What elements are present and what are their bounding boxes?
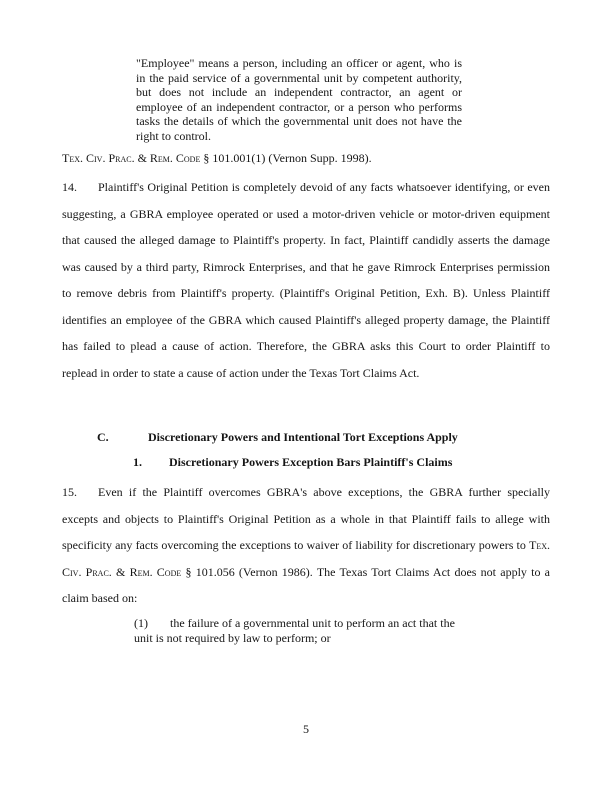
paragraph-number: 15.	[62, 485, 77, 499]
paragraph-15	[62, 479, 550, 612]
page-number: 5	[303, 722, 309, 736]
section-letter: C.	[97, 430, 109, 444]
paragraph-14	[62, 174, 550, 386]
citation-section: § 101.001(1) (Vernon Supp. 1998).	[203, 151, 372, 165]
statutory-subitem-1	[134, 616, 464, 646]
paragraph-text: Plaintiff's Original Petition is completely devoid of any facts whatsoever identifying, or even suggesting, a GBRA employee operated or used a motor-driven vehicle or motor-driven equipment that caused the alleged damage to Plaintiff's property. In fact, Plaintiff candidly asserts the damage was caused by a third party, Rimrock Enterprises, and that he gave Rimrock Enterprises permission to remove debris from Plaintiff's property. (Plaintiff's Original Petition, Exh. B). Unless Plaintiff identifies an employee of the GBRA which caused Plaintiff's alleged property damage, the Plaintiff has failed to plead a cause of action. Therefore, the GBRA asks this Court to order Plaintiff to replead in order to state a cause of action under the Texas Tort Claims Act.	[62, 180, 550, 380]
subitem-text: the failure of a governmental unit to perform an act that the unit is not required by law to perform; or	[134, 616, 455, 645]
citation-code: Tex. Civ. Prac. & Rem. Code	[62, 151, 201, 165]
subsection-title: Discretionary Powers Exception Bars Plaintiff's Claims	[169, 455, 453, 469]
subitem-number: (1)	[134, 616, 148, 630]
subsection-heading-1	[133, 455, 452, 469]
section-title: Discretionary Powers and Intentional Tort Exceptions Apply	[148, 430, 458, 444]
section-heading-c	[97, 430, 458, 444]
statute-citation	[62, 151, 552, 165]
paragraph-text: Even if the Plaintiff overcomes GBRA's above exceptions, the GBRA further specially excepts and objects to Plaintiff's Original Petition as a whole in that Plaintiff fails to allege with specificity any facts overcoming the exceptions to waiver of liability for discretionary powers to	[62, 485, 550, 552]
paragraph-text-continued: § 101.056 (Vernon 1986). The Texas Tort Claims Act does not apply to a claim based on:	[62, 564, 551, 605]
subsection-number: 1.	[133, 455, 142, 469]
paragraph-number: 14.	[62, 180, 77, 194]
employee-definition-quote: "Employee" means a person, including an officer or agent, who is in the paid service of a governmental unit by competent authority, but does not include an independent contractor, an agent or employee of an independent contractor, or a person who performs tasks the details of which the governmental unit does not have the right to control.	[136, 56, 462, 143]
citation-code: Tex. Civ. Prac. & Rem. Code	[62, 538, 551, 579]
